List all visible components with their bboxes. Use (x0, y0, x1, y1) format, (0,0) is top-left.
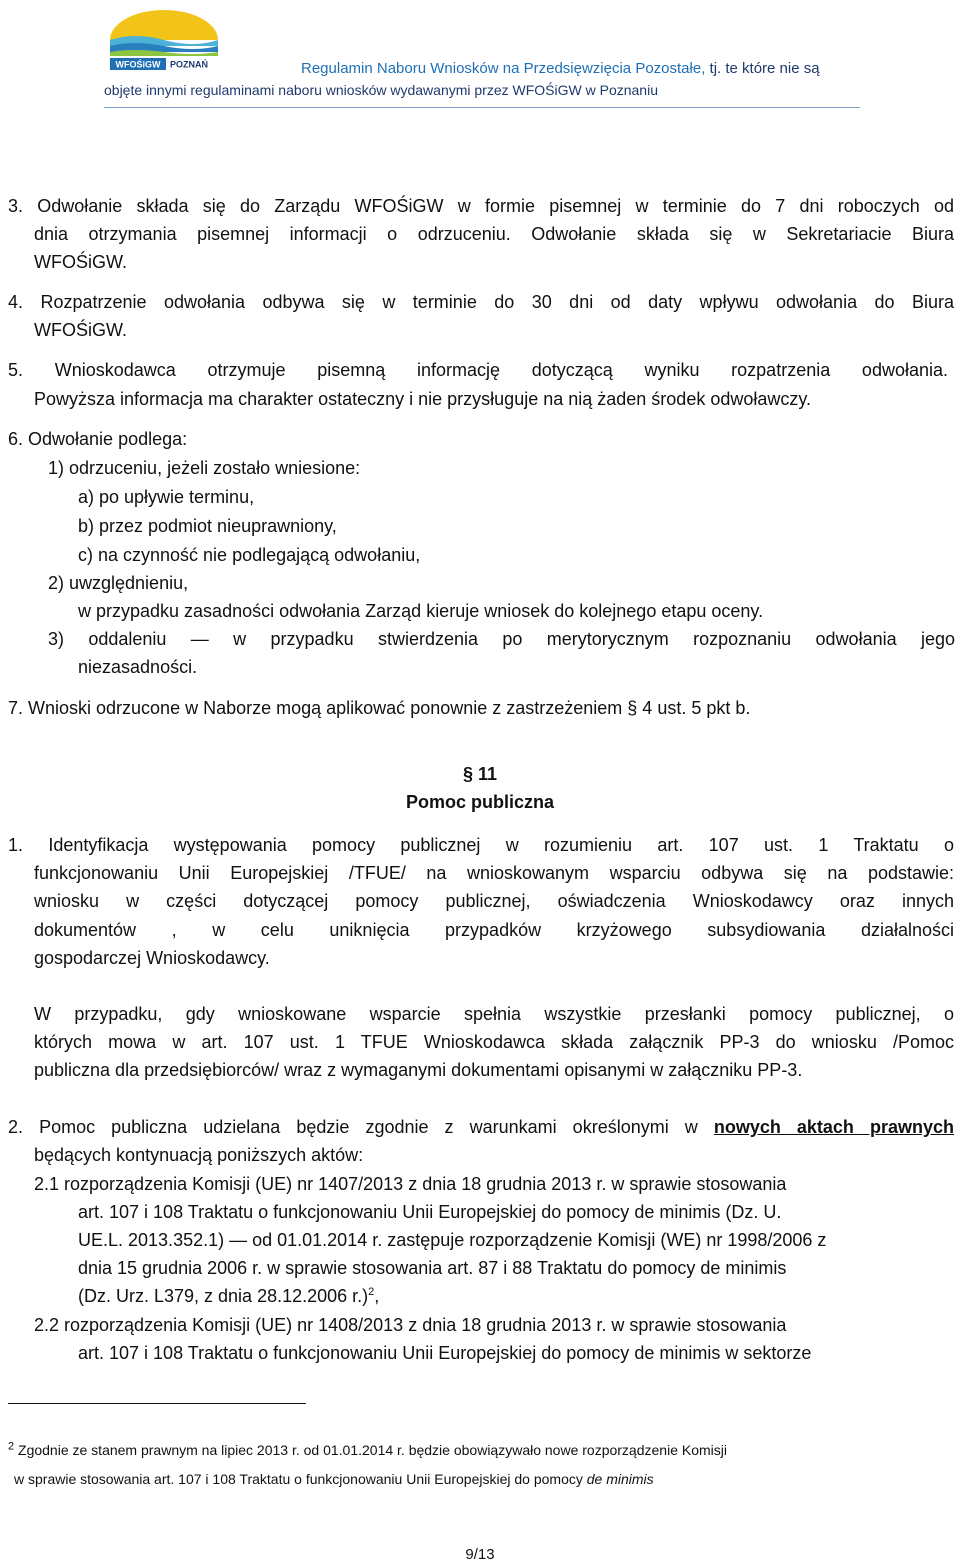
para-6-item1c: c) na czynność nie podlegającą odwołaniu, (78, 545, 421, 565)
footnote-line2: w sprawie stosowania art. 107 i 108 Traktatu o funkcjonowaniu Unii Europejskiej do pomocy de minimis (14, 1471, 654, 1487)
sec-2-1-line1: 2.1 rozporządzenia Komisji (UE) nr 1407/2013 z dnia 18 grudnia 2013 r. w sprawie stosowania (34, 1174, 787, 1194)
para-6-item3-line2: niezasadności. (78, 657, 198, 677)
sec-1-line2: funkcjonowaniu Unii Europejskiej /TFUE/ na wnioskowanym wsparciu odbywa się na podstawie: (34, 863, 954, 883)
footnote-mark: 2 (8, 1440, 15, 1453)
para-6-item1: 1) odrzuceniu, jeżeli zostało wniesione: (48, 458, 361, 478)
para-7: 7. Wnioski odrzucone w Naborze mogą aplikować ponownie z zastrzeżeniem § 4 ust. 5 pkt b. (8, 698, 751, 718)
para-6-item2: 2) uwzględnieniu, (48, 573, 189, 593)
para-5-line1: 5. Wnioskodawca otrzymuje pisemną informację dotyczącą wyniku rozpatrzenia odwołania. (8, 360, 948, 380)
para-4-line1: 4. Rozpatrzenie odwołania odbywa się w terminie do 30 dni od daty wpływu odwołania do Biura (8, 292, 954, 312)
sec-2-line2: będących kontynuacją poniższych aktów: (34, 1145, 364, 1165)
para-3-line1: 3. Odwołanie składa się do Zarządu WFOŚiGW w formie pisemnej w terminie do 7 dni roboczych od (8, 196, 954, 216)
sec-2-1-line3: UE.L. 2013.352.1) — od 01.01.2014 r. zastępuje rozporządzenie Komisji (WE) nr 1998/2006 z (78, 1230, 827, 1250)
para-5-line2: Powyższa informacja ma charakter ostateczny i nie przysługuje na nią żaden środek odwoławczy. (34, 389, 812, 409)
footnote-divider (8, 1403, 306, 1404)
sec-1-line4: dokumentów , w celu uniknięcia przypadków krzyżowego subsydiowania działalności (34, 920, 954, 940)
sec-2-1-line5: (Dz. Urz. L379, z dnia 28.12.2006 r.)$^2$, (78, 1286, 380, 1306)
svg-text:POZNAŃ: POZNAŃ (170, 59, 208, 70)
sec-1b-line2: których mowa w art. 107 ust. 1 TFUE Wnioskodawca składa załącznik PP-3 do wniosku /Pomoc (34, 1032, 954, 1052)
para-6-line1: 6. Odwołanie podlega: (8, 429, 188, 449)
para-3-line2: dnia otrzymania pisemnej informacji o odrzuceniu. Odwołanie składa się w Sekretariacie Biura (34, 224, 954, 244)
para-3-line3: WFOŚiGW. (34, 252, 127, 272)
section-number: § 11 (462, 764, 498, 784)
footnote-ref[interactable]: 2 (368, 1286, 375, 1298)
sec-1b-line1: W przypadku, gdy wnioskowane wsparcie spełnia wszystkie przesłanki pomocy publicznej, o (34, 1004, 954, 1024)
sec-1b-line3: publiczna dla przedsiębiorców/ wraz z wymaganymi dokumentami opisanymi w załączniku PP-3. (34, 1060, 803, 1080)
para-4-line2: WFOŚiGW. (34, 320, 127, 340)
sec-2-2-line2: art. 107 i 108 Traktatu o funkcjonowaniu Unii Europejskiej do pomocy de minimis w sektorze (78, 1343, 812, 1363)
sec-1-line3: wniosku w części dotyczącej pomocy publicznej, oświadczenia Wnioskodawcy oraz innych (34, 891, 954, 911)
sec-2-2-line1: 2.2 rozporządzenia Komisji (UE) nr 1408/2013 z dnia 18 grudnia 2013 r. w sprawie stosowania (34, 1315, 787, 1335)
sec-2-underlined-phrase: nowych aktach prawnych (713, 1117, 954, 1137)
header-title-line1: Regulamin Naboru Wniosków na Przedsięwzięcia Pozostałe, tj. te które nie są (301, 60, 820, 77)
header-title-line2: objęte innymi regulaminami naboru wniosków wydawanymi przez WFOŚiGW w Poznaniu (104, 82, 658, 98)
wfosigw-logo (104, 10, 224, 72)
sec-1-line1: 1. Identyfikacja występowania pomocy publicznej w rozumieniu art. 107 ust. 1 Traktatu o (8, 835, 954, 855)
sec-2-1-line4: dnia 15 grudnia 2006 r. w sprawie stosowania art. 87 i 88 Traktatu do pomocy de minimis (78, 1258, 787, 1278)
para-6-item1a: a) po upływie terminu, (78, 487, 255, 507)
page-number: 9/13 (465, 1546, 495, 1563)
para-6-item1b: b) przez podmiot nieuprawniony, (78, 516, 337, 536)
section-title: Pomoc publiczna (405, 792, 555, 812)
para-6-item3-line1: 3) oddaleniu — w przypadku stwierdzenia po merytorycznym rozpoznaniu odwołania jego (48, 629, 955, 649)
para-6-item2-desc: w przypadku zasadności odwołania Zarząd kieruje wniosek do kolejnego etapu oceny. (78, 601, 764, 621)
sec-2-line1: 2. Pomoc publiczna udzielana będzie zgodnie z warunkami określonymi w nowych aktach prawnych (8, 1117, 954, 1137)
sec-1-line5: gospodarczej Wnioskodawcy. (34, 948, 270, 968)
svg-text:WFOŚiGW: WFOŚiGW (115, 59, 161, 70)
header-divider (104, 107, 860, 108)
footnote-line1: $^2$ Zgodnie ze stanem prawnym na lipiec 2013 r. od 01.01.2014 r. będzie obowiązywało nowe rozporządzenie Komisji (8, 1440, 727, 1458)
sec-2-1-line2: art. 107 i 108 Traktatu o funkcjonowaniu Unii Europejskiej do pomocy de minimis (Dz. U. (78, 1202, 782, 1222)
